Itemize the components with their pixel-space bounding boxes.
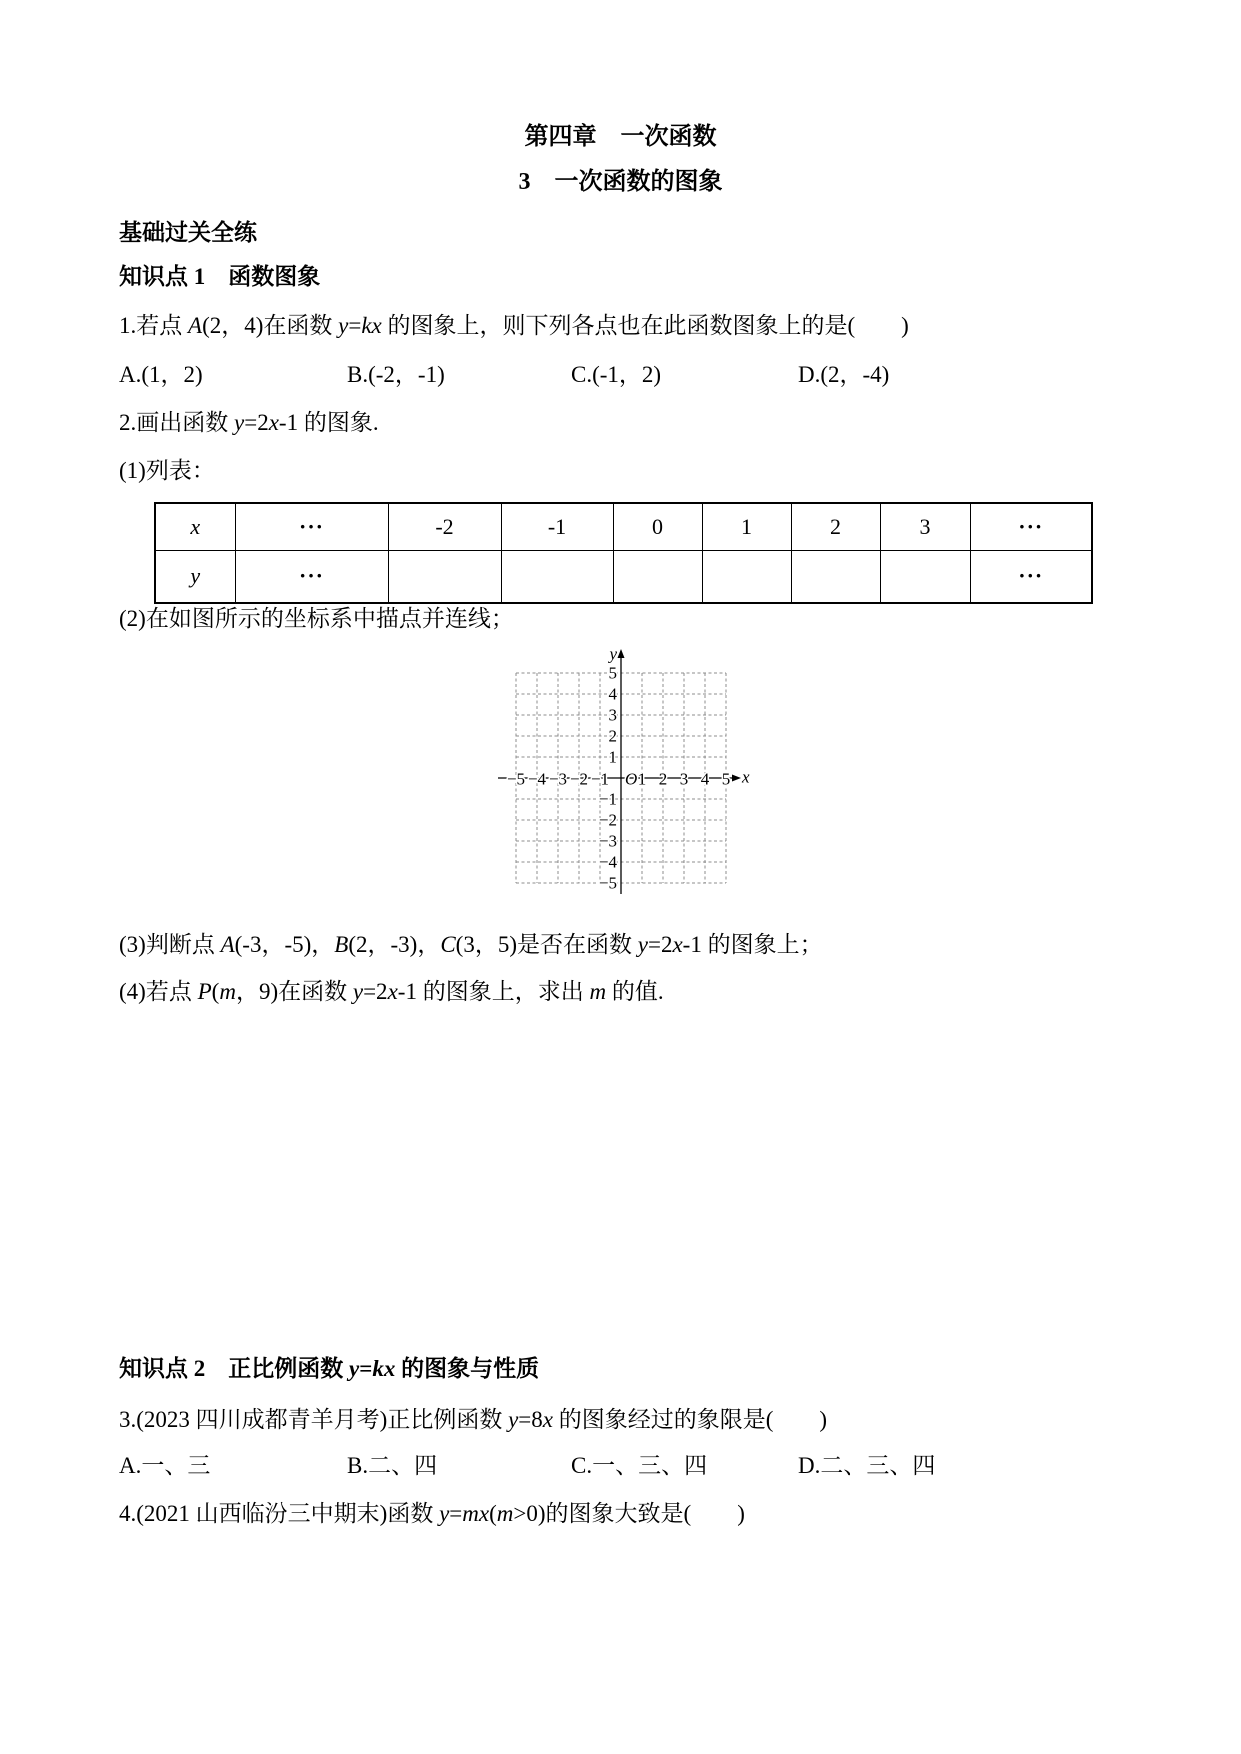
- y-axis-arrow: [618, 649, 625, 658]
- table-cell: ···: [970, 503, 1092, 550]
- table-cell: -2: [388, 503, 501, 550]
- math-variable: C: [440, 932, 456, 957]
- origin-label: O: [625, 769, 638, 789]
- math-variable: y: [637, 932, 648, 957]
- table-cell: [388, 550, 501, 603]
- y-tick-label: 3: [608, 705, 617, 725]
- math-variable: x: [190, 513, 201, 539]
- question-3-option-d: D.二、三、四: [798, 1453, 936, 1478]
- math-variable: y: [349, 1356, 360, 1381]
- table-cell: ···: [235, 503, 388, 550]
- math-variable: y: [234, 410, 245, 435]
- math-variable: y: [508, 1407, 519, 1432]
- table-cell: 2: [791, 503, 880, 550]
- question-2-part-1: (1)列表：: [119, 458, 215, 483]
- y-tick-label: 4: [608, 684, 617, 704]
- knowledge-point-2-title: 知识点 2 正比例函数 y=kx 的图象与性质: [119, 1356, 540, 1381]
- math-variable: y: [439, 1501, 450, 1526]
- x-tick-label: 1: [637, 769, 647, 789]
- x-tick-label: −3: [548, 769, 568, 789]
- question-2-part-3: (3)判断点 A(-3，-5)，B(2，-3)，C(3，5)是否在函数 y=2x-1 的图象上；: [119, 932, 823, 957]
- question-1-option-a: A.(1，2): [119, 362, 203, 387]
- math-variable: B: [334, 932, 349, 957]
- question-3-option-c: C.一、三、四: [571, 1453, 708, 1478]
- y-tick-label: −3: [598, 831, 617, 851]
- question-1-option-b: B.(-2，-1): [347, 362, 445, 387]
- value-table: [154, 502, 1093, 604]
- math-variable: m: [219, 979, 236, 1004]
- x-tick-label: 5: [721, 769, 731, 789]
- math-variable: x: [387, 979, 398, 1004]
- table-cell: [155, 503, 235, 550]
- question-3-option-a: A.一、三: [119, 1453, 211, 1478]
- question-2-stem: 2.画出函数 y=2x-1 的图象.: [119, 410, 379, 435]
- question-2-part-4: (4)若点 P(m，9)在函数 y=2x-1 的图象上，求出 m 的值.: [119, 979, 664, 1004]
- math-variable: y: [338, 313, 349, 338]
- math-variable: A: [220, 932, 235, 957]
- math-variable: x: [672, 932, 683, 957]
- question-2-part-2: (2)在如图所示的坐标系中描点并连线；: [119, 606, 514, 631]
- table-row-y: [155, 550, 1092, 603]
- x-tick-label: −1: [590, 769, 610, 789]
- y-tick-label: −1: [598, 789, 617, 809]
- question-1-option-c: C.(-1，2): [571, 362, 662, 387]
- section-label: 基础过关全练: [119, 220, 257, 245]
- y-tick-label: 5: [608, 663, 617, 683]
- x-tick-label: −4: [527, 769, 547, 789]
- table-cell: [501, 550, 613, 603]
- section-title: 3 一次函数的图象: [518, 169, 723, 195]
- math-variable: kx: [361, 313, 382, 338]
- y-tick-label: −4: [598, 852, 617, 872]
- x-axis-arrow: [732, 775, 741, 782]
- chapter-title: 第四章 一次函数: [524, 124, 717, 150]
- table-cell: ···: [970, 550, 1092, 603]
- math-variable: m: [589, 979, 607, 1004]
- math-variable: x: [268, 410, 279, 435]
- x-axis-label: x: [742, 767, 750, 787]
- math-variable: A: [188, 313, 203, 338]
- x-tick-label: 2: [658, 769, 668, 789]
- math-variable: m: [496, 1501, 514, 1526]
- math-variable: mx: [462, 1501, 490, 1526]
- table-cell: ···: [235, 550, 388, 603]
- y-tick-label: 1: [608, 747, 617, 767]
- table-cell: -1: [501, 503, 613, 550]
- table-cell: [702, 550, 791, 603]
- math-variable: x: [542, 1407, 553, 1432]
- question-1-option-d: D.(2，-4): [798, 362, 890, 387]
- table-cell: 3: [880, 503, 970, 550]
- x-tick-label: −5: [506, 769, 526, 789]
- table-cell: [791, 550, 880, 603]
- y-tick-label: −2: [598, 810, 617, 830]
- y-tick-label: −5: [598, 873, 617, 893]
- question-3-options: [0, 1451, 1241, 1481]
- x-tick-label: −2: [569, 769, 589, 789]
- coordinate-grid: [490, 640, 760, 905]
- question-1-options: [0, 360, 1241, 390]
- math-variable: kx: [372, 1356, 396, 1381]
- y-axis-label: y: [609, 644, 617, 664]
- table-row-x: [155, 503, 1092, 550]
- math-variable: y: [190, 563, 201, 589]
- table-cell: [880, 550, 970, 603]
- table-cell: [613, 550, 702, 603]
- x-tick-label: 4: [700, 769, 710, 789]
- math-variable: P: [197, 979, 212, 1004]
- knowledge-point-1-title: 知识点 1 函数图象: [119, 264, 321, 289]
- math-variable: y: [352, 979, 364, 1004]
- table-cell: 0: [613, 503, 702, 550]
- y-tick-label: 2: [608, 726, 617, 746]
- question-4-stem: 4.(2021 山西临汾三中期末)函数 y=mx(m>0)的图象大致是( ): [119, 1501, 745, 1526]
- table-cell: [155, 550, 235, 603]
- x-tick-label: 3: [679, 769, 689, 789]
- question-3-option-b: B.二、四: [347, 1453, 438, 1478]
- question-3-stem: 3.(2023 四川成都青羊月考)正比例函数 y=8x 的图象经过的象限是( ): [119, 1407, 828, 1432]
- table-cell: 1: [702, 503, 791, 550]
- question-1-stem: 1.若点 A(2，4)在函数 y=kx 的图象上，则下列各点也在此函数图象上的是( ): [119, 313, 909, 338]
